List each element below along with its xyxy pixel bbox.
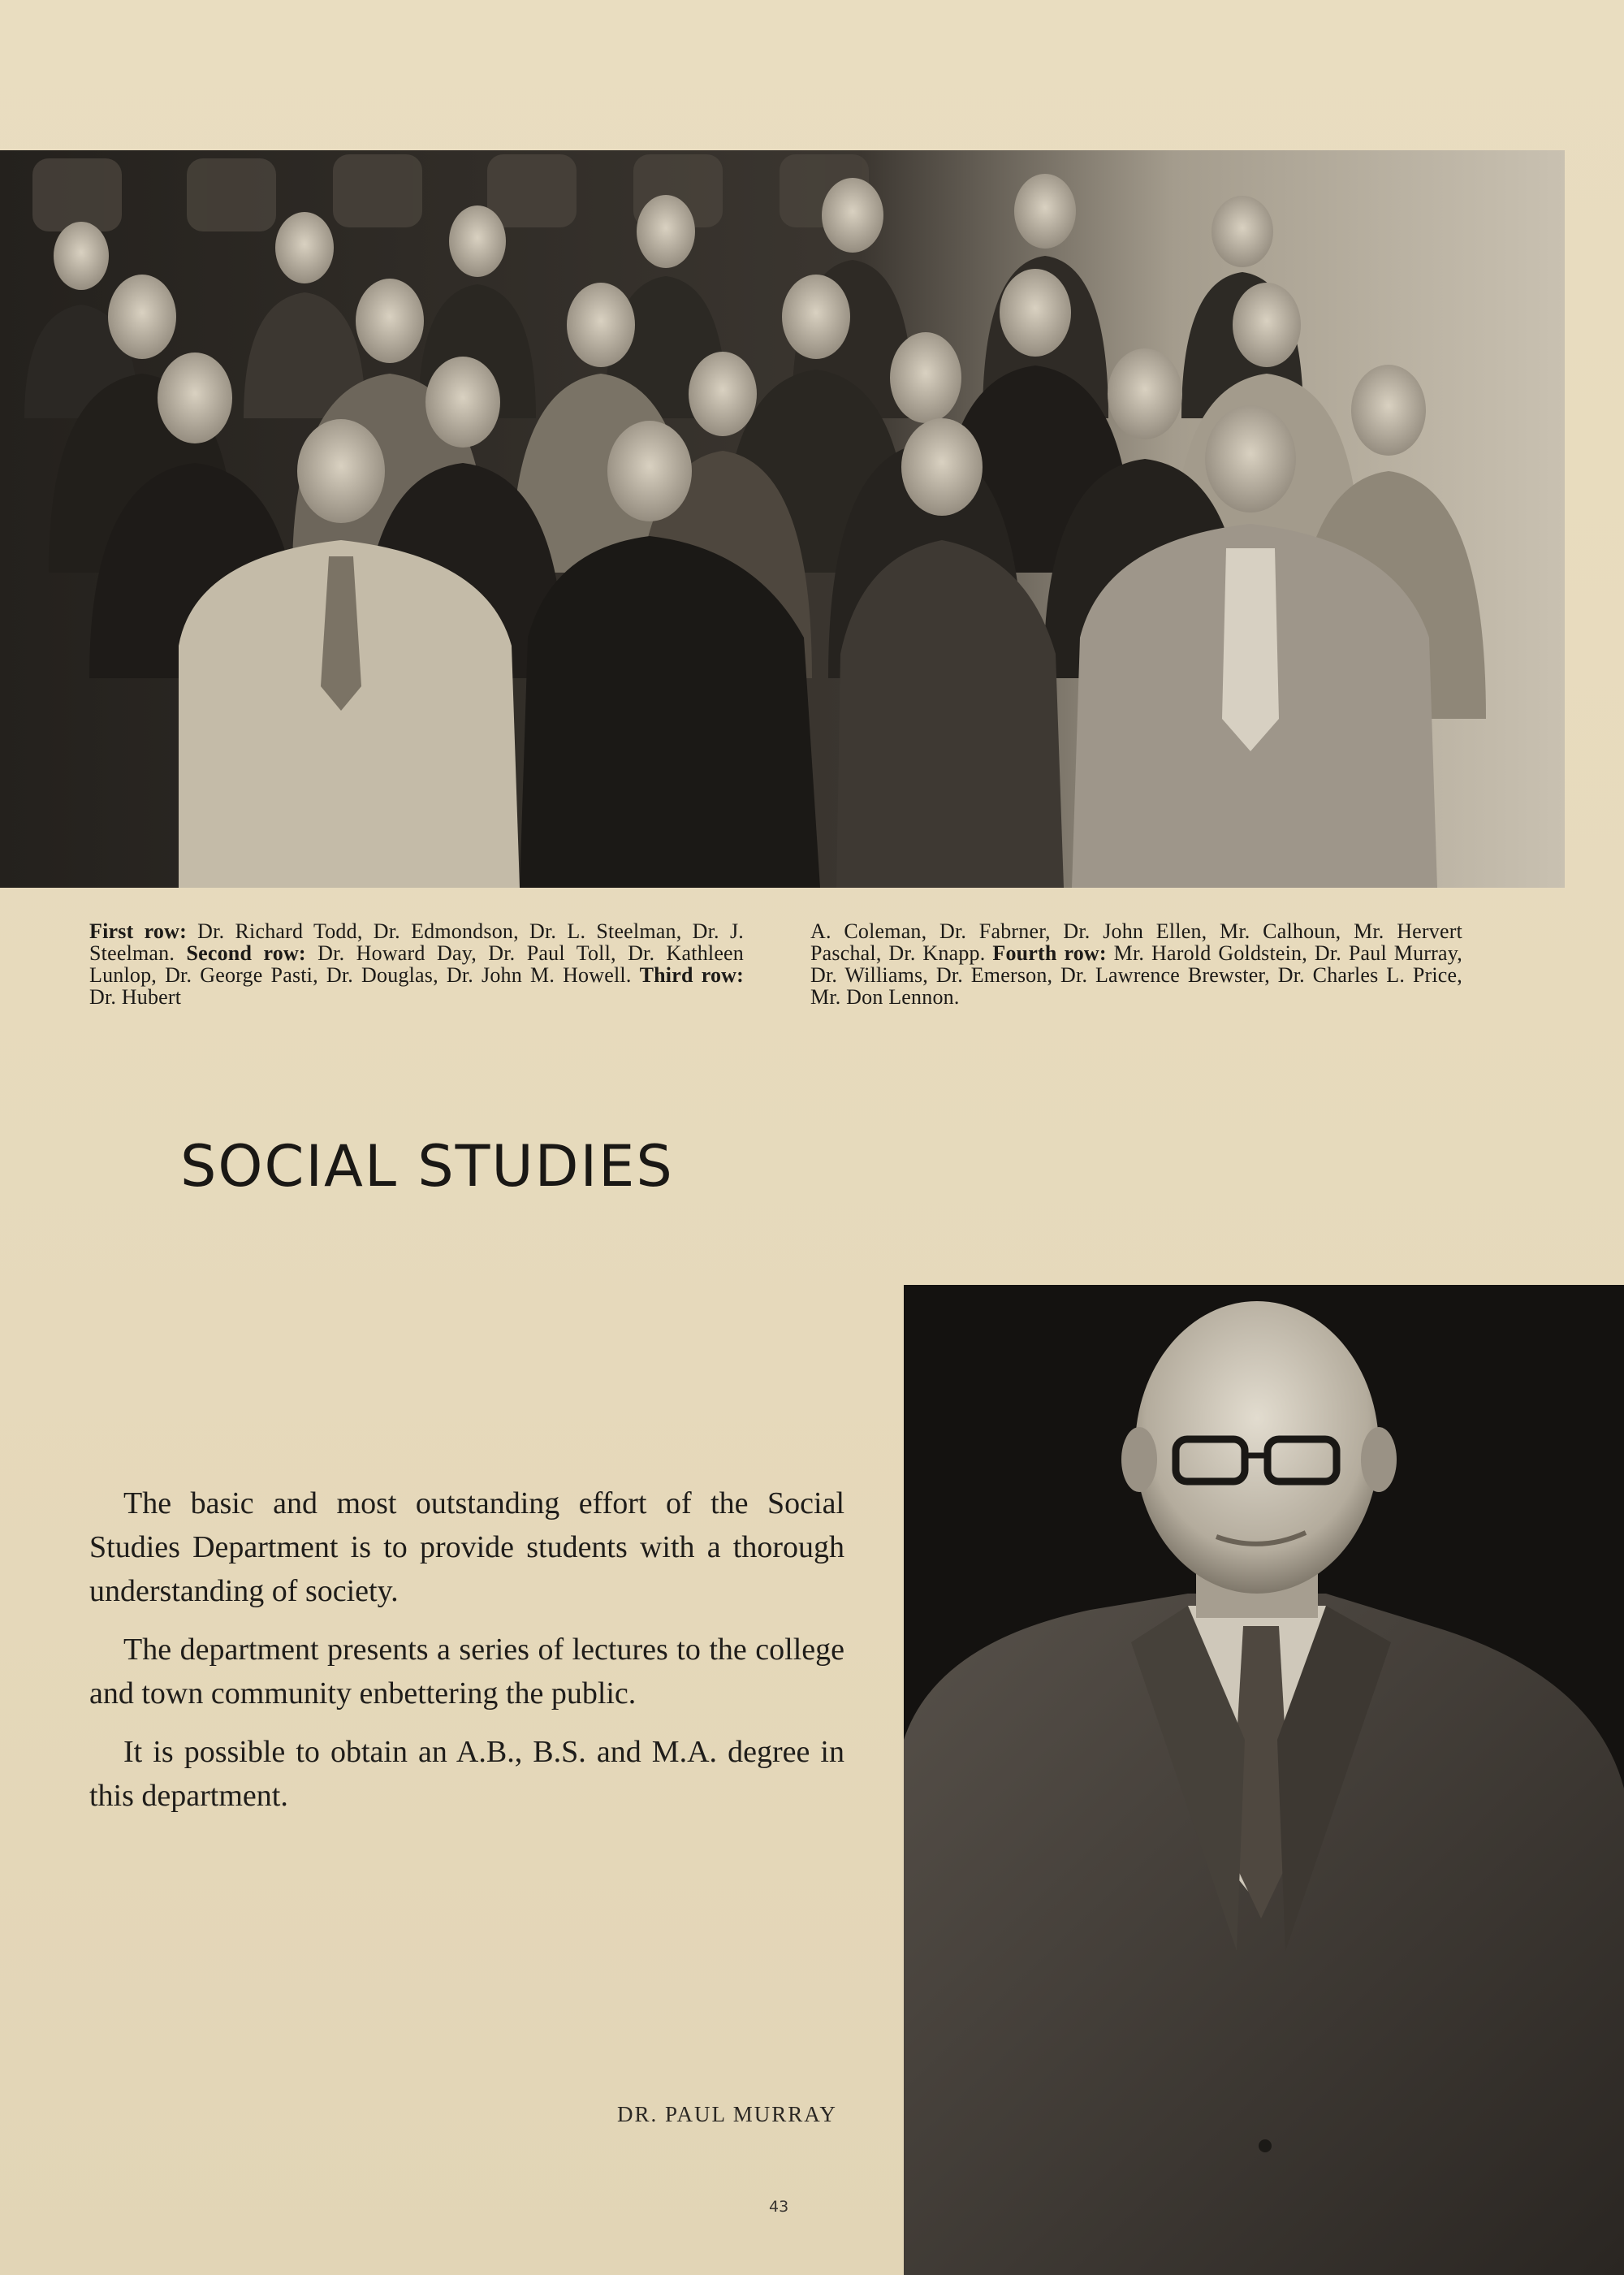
caption-row4-label: Fourth row: [992,941,1107,965]
faculty-group-photo [0,150,1565,888]
portrait-photo [904,1285,1624,2275]
body-paragraph-3: It is possible to obtain an A.B., B.S. and M.A. degree in this department. [89,1735,844,1813]
section-title: SOCIAL STUDIES [180,1133,674,1200]
caption-row3-label: Third row: [639,963,745,987]
caption-row2-label: Second row: [186,941,306,965]
caption-row3-names-b: A. Coleman, Dr. Fabrner, Dr. John Ellen, Mr. Calhoun, Mr. Hervert Paschal, Dr. Knapp. [810,919,1462,965]
portrait-caption: DR. PAUL MURRAY [617,2102,837,2126]
page-number: 43 [769,2198,789,2216]
caption-row1-label: First row: [89,919,187,943]
department-description [89,1481,844,1832]
body-paragraph-1: The basic and most outstanding effort of the Social Studies Department is to provide students with a thorough understanding of society. [89,1486,844,1608]
body-paragraph-2: The department presents a series of lectures to the college and town community enbettering the public. [89,1633,844,1711]
caption-row2-names: Dr. Howard Day, Dr. Paul Toll, Dr. Kathleen Lunlop, Dr. George Pasti, Dr. Douglas, Dr. John M. Howell. [89,941,744,987]
group-photo-caption-left [89,920,744,1008]
caption-row1-names: Dr. Richard Todd, Dr. Edmondson, Dr. L. Steelman, Dr. J. Steelman. [89,919,744,965]
caption-row4-names: Mr. Harold Goldstein, Dr. Paul Murray, Dr. Williams, Dr. Emerson, Dr. Lawrence Brewster, Dr. Charles L. Price, Mr. Don Lennon. [810,941,1462,1009]
group-photo-caption-right [810,920,1462,1008]
caption-row3-names-a: Dr. Hubert [89,985,182,1009]
